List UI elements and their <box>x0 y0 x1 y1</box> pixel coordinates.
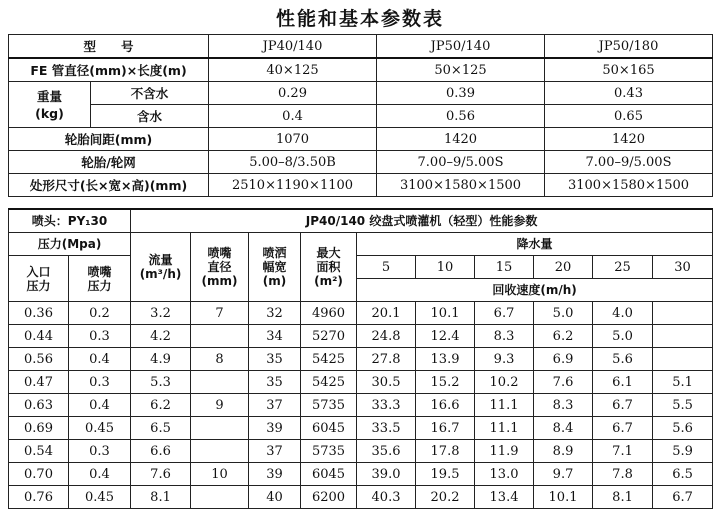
table-cell: 0.45 <box>69 417 131 440</box>
table-row <box>9 348 713 371</box>
table-cell: 11.1 <box>475 417 534 440</box>
table-cell: 32 <box>249 302 301 325</box>
table-cell: 0.4 <box>69 348 131 371</box>
page-title: 性能和基本参数表 <box>275 8 444 30</box>
nozzle-label: 喷头：PY₁30 <box>9 209 131 233</box>
table-cell: 8.9 <box>534 440 593 463</box>
table-cell: 2510×1190×1100 <box>209 174 377 197</box>
table-cell: 10.1 <box>416 302 475 325</box>
table-cell <box>653 302 713 325</box>
table-cell: 13.9 <box>416 348 475 371</box>
table-cell: 9 <box>191 394 249 417</box>
table-cell: 10.1 <box>534 486 593 509</box>
table-cell: 30.5 <box>357 371 416 394</box>
rainfall-value: 25 <box>593 256 653 279</box>
table-cell: 3.2 <box>131 302 191 325</box>
table-cell: 17.8 <box>416 440 475 463</box>
table-cell: 6.7 <box>593 417 653 440</box>
table-cell: 4.9 <box>131 348 191 371</box>
table-row <box>9 151 713 174</box>
table-cell <box>191 417 249 440</box>
table-cell: 0.63 <box>9 394 69 417</box>
table-cell <box>191 325 249 348</box>
row-label: 含水 <box>91 105 209 128</box>
rainfall-header: 降水量 <box>357 233 713 256</box>
table-cell: 1420 <box>545 128 713 151</box>
table-cell: 39.0 <box>357 463 416 486</box>
table-cell: 39 <box>249 463 301 486</box>
table-cell: 7.00–9/5.00S <box>545 151 713 174</box>
flow-header: 流量 (m³/h) <box>131 233 191 302</box>
table-row <box>9 463 713 486</box>
table-cell: 33.3 <box>357 394 416 417</box>
table-cell: 0.4 <box>209 105 377 128</box>
table-cell: 6.9 <box>534 348 593 371</box>
table-row <box>9 174 713 197</box>
table-cell: 0.70 <box>9 463 69 486</box>
table-row <box>9 82 713 105</box>
table-cell: 8.1 <box>593 486 653 509</box>
table-cell: 5.0 <box>593 325 653 348</box>
table-row <box>9 325 713 348</box>
table-cell: 16.6 <box>416 394 475 417</box>
table-cell: 19.5 <box>416 463 475 486</box>
table-cell: 7.6 <box>131 463 191 486</box>
table-cell: 0.45 <box>69 486 131 509</box>
table-row <box>9 371 713 394</box>
table-cell: 50×125 <box>377 58 545 82</box>
table-cell: 4.0 <box>593 302 653 325</box>
table-row <box>9 486 713 509</box>
table-cell: 5.9 <box>653 440 713 463</box>
rainfall-value: 20 <box>534 256 593 279</box>
weight-unit: (kg) <box>35 105 64 121</box>
table-cell: 6045 <box>301 463 357 486</box>
table-cell: 20.1 <box>357 302 416 325</box>
table-row <box>9 58 713 82</box>
table-cell: 0.65 <box>545 105 713 128</box>
table-cell: 0.29 <box>209 82 377 105</box>
table-cell: 0.4 <box>69 463 131 486</box>
table-cell: 0.44 <box>9 325 69 348</box>
table-header-row <box>9 209 713 233</box>
table-cell: 5735 <box>301 394 357 417</box>
table-cell: 6.5 <box>131 417 191 440</box>
row-label: FE 管直径(mm)×长度(m) <box>9 58 209 82</box>
table-cell: 5.3 <box>131 371 191 394</box>
spray-width-header: 喷洒 幅宽 (m) <box>249 233 301 302</box>
inlet-pressure-header: 入口 压力 <box>9 256 69 302</box>
table-cell: 0.39 <box>377 82 545 105</box>
table-cell: 37 <box>249 440 301 463</box>
table-row <box>9 394 713 417</box>
rainfall-value: 5 <box>357 256 416 279</box>
table-cell: 6.2 <box>534 325 593 348</box>
table-cell: 40.3 <box>357 486 416 509</box>
table-cell: 5.1 <box>653 371 713 394</box>
table-cell: 15.2 <box>416 371 475 394</box>
table-cell: 0.56 <box>377 105 545 128</box>
table-cell: 7.1 <box>593 440 653 463</box>
table-cell: 5425 <box>301 371 357 394</box>
table-cell: 6.2 <box>131 394 191 417</box>
table-cell: 5425 <box>301 348 357 371</box>
table-row <box>9 128 713 151</box>
rainfall-value: 30 <box>653 256 713 279</box>
table-cell: 16.7 <box>416 417 475 440</box>
table-cell: 12.4 <box>416 325 475 348</box>
nozzle-diameter-header: 喷嘴 直径 (mm) <box>191 233 249 302</box>
table-cell <box>653 325 713 348</box>
table-cell: 4960 <box>301 302 357 325</box>
table-cell: 34 <box>249 325 301 348</box>
table-cell: 0.3 <box>69 325 131 348</box>
table-cell: 6200 <box>301 486 357 509</box>
table-row <box>9 440 713 463</box>
rainfall-value: 15 <box>475 256 534 279</box>
table-cell: 7 <box>191 302 249 325</box>
table-cell: 13.4 <box>475 486 534 509</box>
table-cell <box>653 348 713 371</box>
table-cell: 27.8 <box>357 348 416 371</box>
row-label: 轮胎间距(mm) <box>9 128 209 151</box>
table-cell <box>191 440 249 463</box>
table-cell: 6.5 <box>653 463 713 486</box>
table-cell: 6.6 <box>131 440 191 463</box>
table-cell: 0.4 <box>69 394 131 417</box>
table-header-row <box>9 256 713 279</box>
table-cell: 5.0 <box>534 302 593 325</box>
table-cell: 11.9 <box>475 440 534 463</box>
table-cell: 8.3 <box>534 394 593 417</box>
model-name: JP50/140 <box>377 35 545 59</box>
table-cell: 0.76 <box>9 486 69 509</box>
weight-label-text: 重量 <box>36 88 62 104</box>
table-cell: 8 <box>191 348 249 371</box>
table-cell: 5.6 <box>653 417 713 440</box>
pressure-label: 压力(Mpa) <box>9 233 131 256</box>
table-row <box>9 417 713 440</box>
table-cell: 35.6 <box>357 440 416 463</box>
table-cell: 5270 <box>301 325 357 348</box>
nozzle-pressure-header: 喷嘴 压力 <box>69 256 131 302</box>
table-cell: 3100×1580×1500 <box>377 174 545 197</box>
row-label: 轮胎/轮网 <box>9 151 209 174</box>
table-cell: 9.3 <box>475 348 534 371</box>
table-cell: 8.3 <box>475 325 534 348</box>
table-cell: 0.43 <box>545 82 713 105</box>
table-cell: 3100×1580×1500 <box>545 174 713 197</box>
table-cell: 5.6 <box>593 348 653 371</box>
basic-specs-table <box>8 34 713 197</box>
weight-label <box>9 82 91 128</box>
table-cell <box>191 486 249 509</box>
max-area-header: 最大 面积 (m²) <box>301 233 357 302</box>
table-cell: 13.0 <box>475 463 534 486</box>
table-cell: 8.4 <box>534 417 593 440</box>
table-cell: 8.1 <box>131 486 191 509</box>
table-cell: 6.7 <box>475 302 534 325</box>
rainfall-value: 10 <box>416 256 475 279</box>
table-cell: 6045 <box>301 417 357 440</box>
table-cell: 6.7 <box>653 486 713 509</box>
table-cell: 0.2 <box>69 302 131 325</box>
table-cell: 39 <box>249 417 301 440</box>
table-cell: 24.8 <box>357 325 416 348</box>
table-row <box>9 105 713 128</box>
table-cell: 5735 <box>301 440 357 463</box>
table-title: JP40/140 绞盘式喷灌机（轻型）性能参数 <box>131 209 713 233</box>
table-cell: 5.00–8/3.50B <box>209 151 377 174</box>
table-cell: 9.7 <box>534 463 593 486</box>
table-cell: 20.2 <box>416 486 475 509</box>
table-cell: 50×165 <box>545 58 713 82</box>
table-cell: 11.1 <box>475 394 534 417</box>
table-cell: 40 <box>249 486 301 509</box>
row-label: 不含水 <box>91 82 209 105</box>
table-cell: 40×125 <box>209 58 377 82</box>
table-cell: 10.2 <box>475 371 534 394</box>
table-cell: 0.3 <box>69 371 131 394</box>
table-cell: 4.2 <box>131 325 191 348</box>
table-cell: 6.1 <box>593 371 653 394</box>
model-name: JP50/180 <box>545 35 713 59</box>
table-cell: 0.36 <box>9 302 69 325</box>
table-cell: 7.6 <box>534 371 593 394</box>
table-cell: 10 <box>191 463 249 486</box>
table-cell: 0.3 <box>69 440 131 463</box>
table-cell: 0.54 <box>9 440 69 463</box>
performance-table <box>8 208 713 509</box>
table-cell: 5.5 <box>653 394 713 417</box>
table-row <box>9 302 713 325</box>
table-cell: 1070 <box>209 128 377 151</box>
table-cell: 35 <box>249 348 301 371</box>
speed-header: 回收速度(m/h) <box>357 279 713 302</box>
table-cell: 35 <box>249 371 301 394</box>
table-cell: 33.5 <box>357 417 416 440</box>
table-cell: 7.00–9/5.00S <box>377 151 545 174</box>
table-cell: 37 <box>249 394 301 417</box>
table-cell: 0.56 <box>9 348 69 371</box>
model-label: 型 号 <box>9 35 209 59</box>
model-name: JP40/140 <box>209 35 377 59</box>
table-cell: 1420 <box>377 128 545 151</box>
row-label: 处形尺寸(长×宽×高)(mm) <box>9 174 209 197</box>
table-header-row <box>9 233 713 256</box>
table-cell: 7.8 <box>593 463 653 486</box>
table-cell: 0.69 <box>9 417 69 440</box>
table-cell: 0.47 <box>9 371 69 394</box>
table-cell: 6.7 <box>593 394 653 417</box>
table-row <box>9 35 713 59</box>
table-cell <box>191 371 249 394</box>
